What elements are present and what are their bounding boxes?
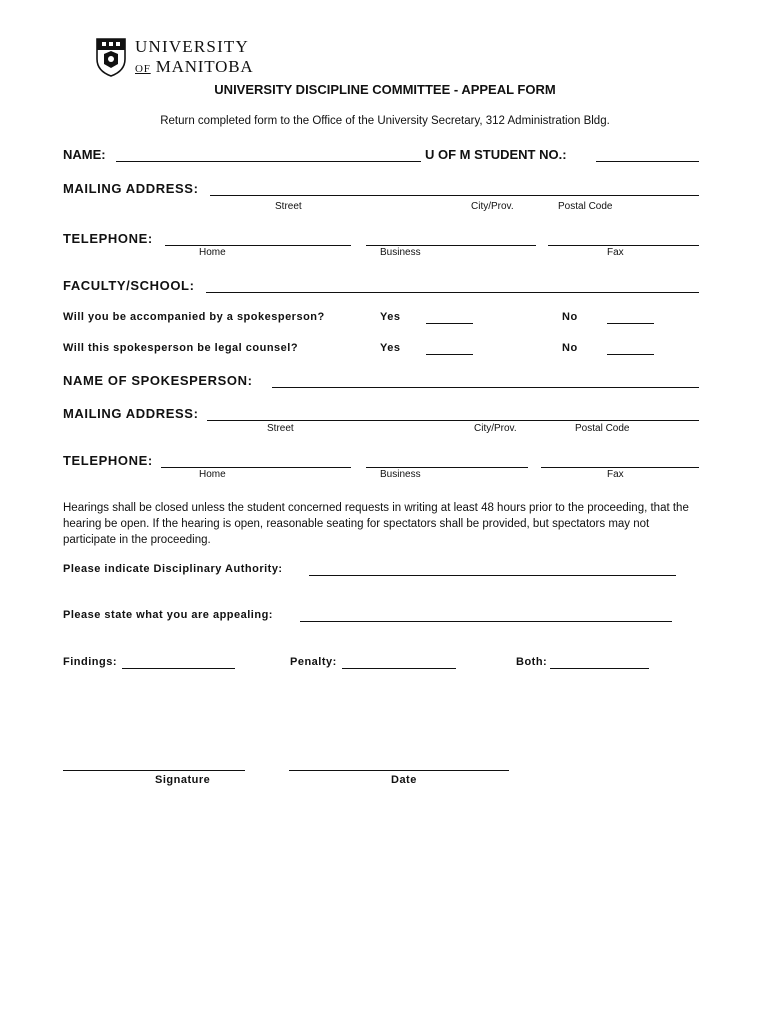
- legal-counsel-yes-label: Yes: [380, 342, 401, 354]
- spokesperson-city-caption: City/Prov.: [474, 423, 517, 434]
- penalty-label: Penalty:: [290, 656, 337, 668]
- name-label: NAME:: [63, 147, 106, 162]
- spokesperson-mailing-label: MAILING ADDRESS:: [63, 406, 199, 421]
- university-crest-icon: [95, 37, 127, 77]
- street-caption: Street: [275, 201, 302, 212]
- spokesperson-telephone-home-field[interactable]: [161, 467, 351, 468]
- faculty-label: FACULTY/SCHOOL:: [63, 278, 195, 293]
- telephone-business-field[interactable]: [366, 245, 536, 246]
- appealing-field[interactable]: [300, 621, 672, 622]
- spokesperson-yes-field[interactable]: [426, 323, 473, 324]
- spokesperson-business-caption: Business: [380, 469, 421, 480]
- spokesperson-telephone-business-field[interactable]: [366, 467, 528, 468]
- business-caption: Business: [380, 247, 421, 258]
- university-of-text: OF: [135, 63, 151, 75]
- spokesperson-mailing-field[interactable]: [207, 420, 699, 421]
- mailing-address-field[interactable]: [210, 195, 699, 196]
- both-field[interactable]: [550, 668, 649, 669]
- signature-field[interactable]: [63, 770, 245, 771]
- university-name-line1: UNIVERSITY: [135, 37, 249, 56]
- spokesperson-question: Will you be accompanied by a spokesperson?: [63, 311, 325, 323]
- spokesperson-name-field[interactable]: [272, 387, 699, 388]
- findings-label: Findings:: [63, 656, 117, 668]
- spokesperson-telephone-label: TELEPHONE:: [63, 453, 153, 468]
- spokesperson-yes-label: Yes: [380, 311, 401, 323]
- hearing-note: Hearings shall be closed unless the student concerned requests in writing at least 48 hours prior to the proceeding, that the hearing be open. If the hearing is open, reasonable seating for spectators shall be provided, but spectators may not participate in the proceeding.: [63, 502, 689, 546]
- legal-counsel-no-field[interactable]: [607, 354, 654, 355]
- spokesperson-telephone-fax-field[interactable]: [541, 467, 699, 468]
- form-instructions: Return completed form to the Office of the University Secretary, 312 Administration Bldg.: [160, 115, 610, 127]
- signature-label: Signature: [155, 774, 211, 786]
- spokesperson-no-field[interactable]: [607, 323, 654, 324]
- form-title: UNIVERSITY DISCIPLINE COMMITTEE - APPEAL FORM: [214, 82, 556, 97]
- student-no-label: U OF M STUDENT NO.:: [425, 147, 567, 162]
- spokesperson-no-label: No: [562, 311, 578, 323]
- legal-counsel-no-label: No: [562, 342, 578, 354]
- spokesperson-home-caption: Home: [199, 469, 226, 480]
- home-caption: Home: [199, 247, 226, 258]
- disciplinary-authority-field[interactable]: [309, 575, 676, 576]
- fax-caption: Fax: [607, 247, 624, 258]
- legal-counsel-question: Will this spokesperson be legal counsel?: [63, 342, 299, 354]
- university-logo: [95, 37, 255, 81]
- legal-counsel-yes-field[interactable]: [426, 354, 473, 355]
- faculty-field[interactable]: [206, 292, 699, 293]
- telephone-fax-field[interactable]: [548, 245, 699, 246]
- university-name-line2: [135, 57, 253, 77]
- telephone-home-field[interactable]: [165, 245, 351, 246]
- disciplinary-authority-label: Please indicate Disciplinary Authority:: [63, 563, 283, 575]
- appealing-label: Please state what you are appealing:: [63, 609, 273, 621]
- findings-field[interactable]: [122, 668, 235, 669]
- telephone-label: TELEPHONE:: [63, 231, 153, 246]
- date-field[interactable]: [289, 770, 509, 771]
- name-field[interactable]: [116, 161, 421, 162]
- both-label: Both:: [516, 656, 548, 668]
- university-manitoba-text: MANITOBA: [155, 57, 254, 76]
- spokesperson-street-caption: Street: [267, 423, 294, 434]
- spokesperson-name-label: NAME OF SPOKESPERSON:: [63, 373, 253, 388]
- spokesperson-fax-caption: Fax: [607, 469, 624, 480]
- date-label: Date: [391, 774, 417, 786]
- mailing-address-label: MAILING ADDRESS:: [63, 181, 199, 196]
- penalty-field[interactable]: [342, 668, 456, 669]
- city-caption: City/Prov.: [471, 201, 514, 212]
- spokesperson-postal-caption: Postal Code: [575, 423, 630, 434]
- student-no-field[interactable]: [596, 161, 699, 162]
- postal-caption: Postal Code: [558, 201, 613, 212]
